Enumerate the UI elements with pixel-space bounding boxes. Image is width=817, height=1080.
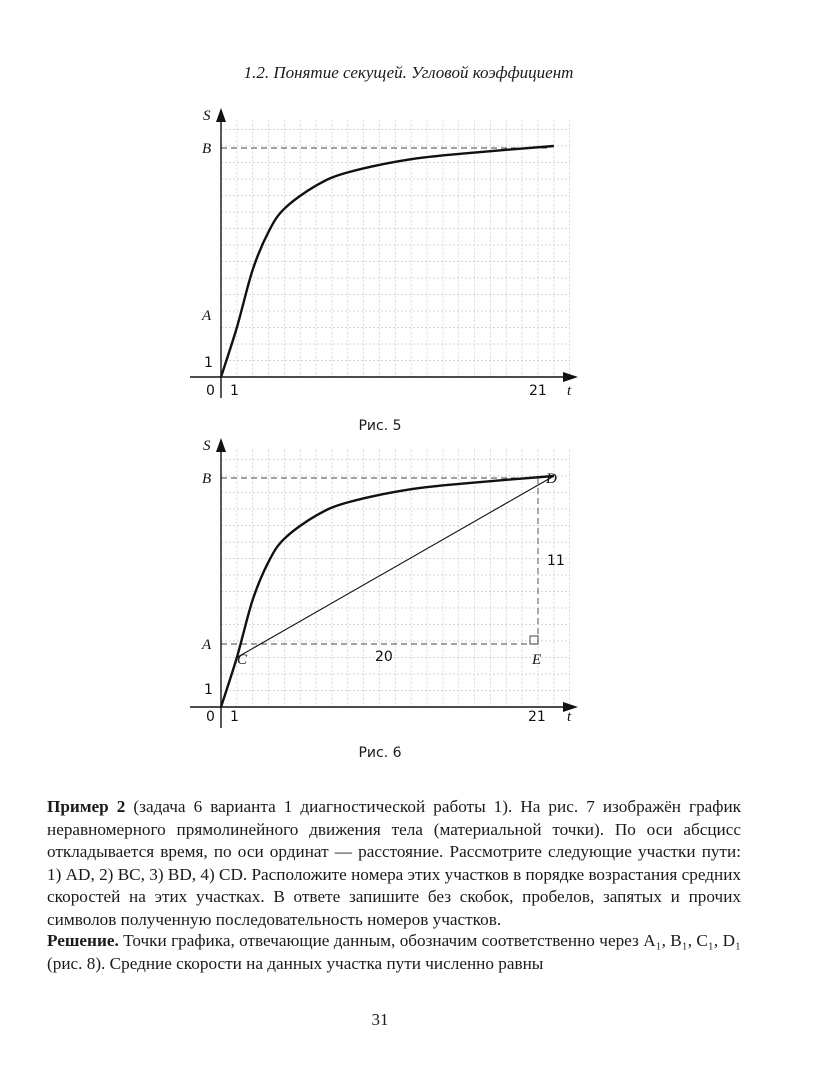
- axis-label-t: t: [567, 383, 572, 399]
- figure-5: [0, 100, 817, 410]
- figure-5-caption: Рис. 5: [358, 418, 402, 434]
- label-a: A: [202, 637, 212, 653]
- axis-label-s: S: [203, 108, 211, 124]
- label-11: 11: [547, 553, 565, 569]
- tick-x-1: 1: [230, 709, 239, 725]
- tick-x-21: 21: [529, 383, 547, 399]
- label-c: C: [237, 652, 248, 668]
- solution-text: Точки графика, отвечающие данным, обозначим соответственно через A₁, B₁, C₁, D₁ (рис. 8). Средние скорости на данных участка пути численно равны: [47, 931, 741, 973]
- axis-label-t: t: [567, 709, 572, 725]
- figure-6-caption: Рис. 6: [358, 745, 402, 761]
- label-b: B: [202, 141, 212, 157]
- y-axis-arrow: [216, 108, 226, 122]
- y-axis-arrow: [216, 438, 226, 452]
- origin-label: 0: [206, 709, 215, 725]
- example-paragraph: [47, 796, 741, 931]
- axis-label-s: S: [203, 438, 211, 454]
- tick-x-1: 1: [230, 383, 239, 399]
- tick-y-1: 1: [204, 682, 213, 698]
- page-number: 31: [371, 1010, 389, 1029]
- grid: [221, 120, 570, 377]
- solution-label: Решение.: [47, 931, 119, 950]
- label-d: D: [546, 471, 557, 487]
- x-axis-arrow: [563, 372, 578, 382]
- tick-y-1: 1: [204, 355, 213, 371]
- origin-label: 0: [206, 383, 215, 399]
- right-angle-mark: [530, 636, 538, 644]
- running-title: 1.2. Понятие секущей. Угловой коэффициент: [243, 63, 574, 82]
- example-text: (задача 6 варианта 1 диагностической работы 1). На рис. 7 изображён график неравномерного прямолинейного движения тела (материальной точки). По оси абсцисс откладывается время, по оси ординат — расстояние. Рассмотрите следующие участки пути: 1) AD, 2) BC, 3) BD, 4) CD. Расположите номера этих участков в порядке возрастания средних скоростей на этих участках. В ответе запишите без скобок, пробелов, запятых и прочих символов полученную последовательность номеров участков.: [47, 797, 741, 929]
- label-20: 20: [375, 649, 393, 665]
- label-b: B: [202, 471, 212, 487]
- tick-x-21: 21: [528, 709, 546, 725]
- solution-paragraph: [47, 930, 741, 975]
- example-label: Пример 2: [47, 797, 126, 816]
- figure-6: [0, 430, 817, 740]
- label-a: A: [202, 308, 212, 324]
- label-e: E: [532, 652, 542, 668]
- grid: [221, 450, 570, 707]
